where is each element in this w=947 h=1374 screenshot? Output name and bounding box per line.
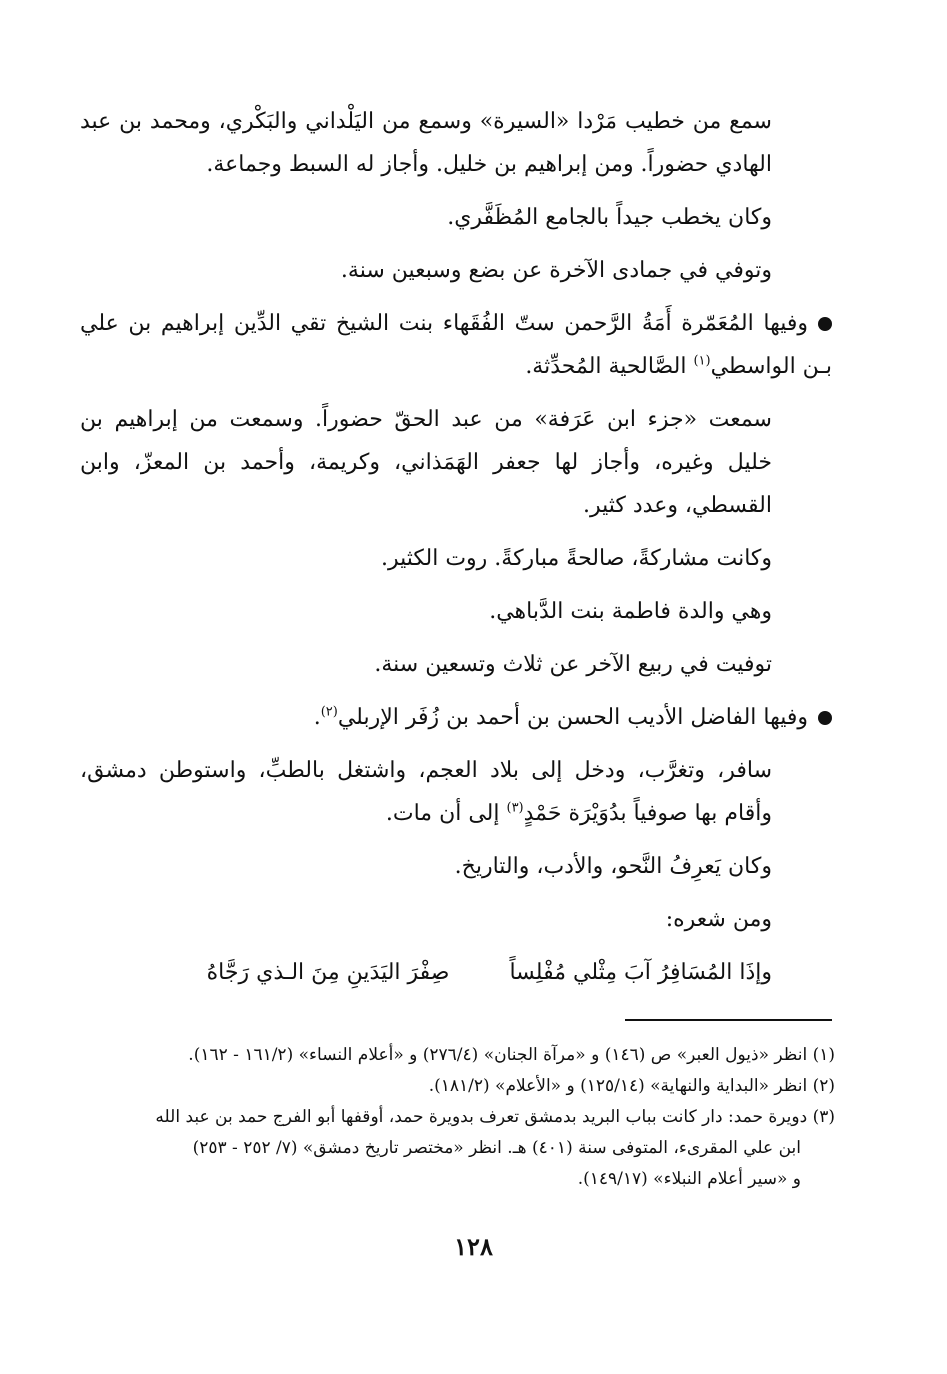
entry-text: وفيها الفاضل الأديب الحسن بن أحمد بن زُفَر الإربلي: [337, 705, 808, 730]
paragraph-yarif: وكان يَعرِفُ النَّحو، والأدب، والتاريخ.: [454, 854, 772, 879]
footnote-3-line-2: ابن علي المقرىء، المتوفى سنة (٤٠١) هـ. انظر «مختصر تاريخ دمشق» (٧/ ٢٥٢ - ٢٥٣): [192, 1138, 801, 1158]
entry-text-end: .: [313, 705, 321, 730]
footnote-ref-1[interactable]: (١): [693, 353, 711, 369]
main-text: [80, 100, 832, 994]
bullet-icon: [818, 711, 832, 725]
footnote-3-line-3: و «سير أعلام النبلاء» (١٤٩/١٧).: [577, 1169, 801, 1189]
paragraph-samiat: سمعت «جزء ابن عَرَفة» من عبد الحقّ حضوراً. وسمعت من إبراهيم بن خليل وغيره، وأجاز لها جعفر الهَمَذاني، وكريمة، وأحمد بن المعزّ، وابن القسطي، وعدد كثير.: [80, 407, 772, 518]
paragraph-sama: سمع من خطيب مَرْدا «السيرة» وسمع من اليَلْداني والبَكْري، ومحمد بن عبد الهادي حضوراً. ومن إبراهيم بن خليل. وأجاز له السبط وجماعة.: [80, 109, 772, 177]
entry-al-hasan: [80, 696, 832, 739]
paragraph-safar: [80, 749, 832, 835]
paragraph-khutba: وكان يخطب جيداً بالجامع المُظَفَّري.: [447, 205, 772, 230]
paragraph-death-2: توفيت في ربيع الآخر عن ثلاث وتسعين سنة.: [374, 652, 772, 677]
footnote-1: (١) انظر «ذيول العبر» ص (١٤٦) و «مرآة الجنان» (٢٧٦/٤) و «أعلام النساء» (١٦١/٢ - ١٦٢).: [188, 1045, 835, 1065]
verse-second-hemistich: صِفْرَ اليَدَينِ مِنَ الـذي رَجَّاهُ: [206, 960, 450, 985]
footnote-divider: [625, 1019, 832, 1021]
bullet-icon: [818, 317, 832, 331]
footnote-ref-3[interactable]: (٣): [506, 800, 524, 816]
footnote-ref-2[interactable]: (٢): [320, 704, 338, 720]
footnote-2: (٢) انظر «البداية والنهاية» (١٢٥/١٤) و «الأعلام» (١٨١/٢).: [428, 1076, 835, 1096]
paragraph-text-end: إلى أن مات.: [385, 801, 507, 826]
entry-text: وفيها المُعَمّرة أَمَةُ الرَّحمن ستّ الفُقَهاء بنت الشيخ تقي الدِّين إبراهيم بن علي بـن الواسطي: [80, 311, 832, 379]
paragraph-walida: وهي والدة فاطمة بنت الدَّباهي.: [489, 599, 772, 624]
footnotes: [85, 1040, 835, 1195]
paragraph-text: سافر، وتغرَّب، ودخل إلى بلاد العجم، واشتغل بالطبِّ، واستوطن دمشق، وأقام بها صوفياً بدُوَيْرَة حَمْدٍ: [80, 758, 772, 826]
paragraph-mushariqa: وكانت مشاركةً، صالحةً مباركةً. روت الكثير.: [380, 546, 772, 571]
page-number: ١٢٨: [454, 1232, 493, 1261]
verse-first-hemistich: وإذَا المُسَافِرُ آبَ مِثْلي مُفْلِساً: [509, 960, 772, 985]
poem-verse: [80, 951, 832, 994]
paragraph-death-1: وتوفي في جمادى الآخرة عن بضع وسبعين سنة.: [340, 258, 772, 283]
footnote-3: (٣) دويرة حمد: دار كانت بباب البريد بدمشق تعرف بدويرة حمد، أوقفها أبو الفرج حمد بن عبد الله: [155, 1107, 835, 1127]
entry-text-end: الصَّالحية المُحدِّثة.: [525, 354, 694, 379]
paragraph-shir-intro: ومن شعره:: [665, 907, 772, 932]
entry-amat-al-rahman: [80, 302, 832, 388]
